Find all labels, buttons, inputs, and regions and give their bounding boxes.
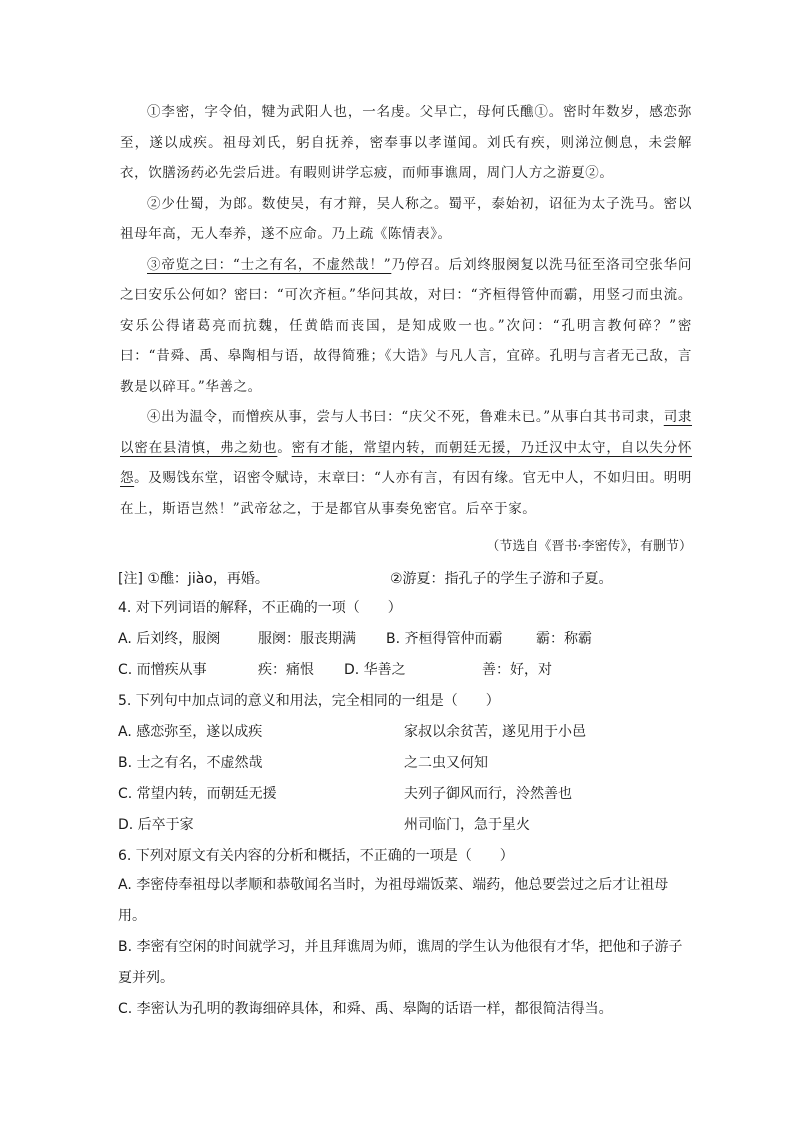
passage-paragraph-4 [120,402,692,524]
underlined-sentence-3: 密有才能，常望内转，而朝廷无援，乃迁汉中太守，自以失分怀怨 [120,439,692,486]
classical-passage [120,97,692,524]
q4-option-c-explanation: 疾：痛恨 [258,662,314,678]
q6-option-b: B. 李密有空闲的时间就学习，并且拜谯周为师，谯周的学生认为他很有才华，把他和子游子夏并列。 [118,939,683,986]
q4-stem: 4. 对下列词语的解释，不正确的一项（ ） [118,600,402,616]
q5-option-b-right: 之二虫又何知 [404,755,488,771]
q5-option-d-right: 州司临门，急于星火 [404,817,530,833]
q6-stem: 6. 下列对原文有关内容的分析和概括，不正确的一项是（ ） [118,848,514,864]
q4-option-d: D. 华善之 [344,662,406,678]
q4-option-b: B. 齐桓得管仲而霸 [386,631,503,647]
note-1: [注] ①醮：jiào，再婚。 [118,571,269,587]
source-citation: （节选自《晋书·李密传》，有删节） [486,539,692,554]
q5-option-c-left: C. 常望内转，而朝廷无援 [118,786,277,802]
paragraph-4-text-c: 。及赐饯东堂，诏密令赋诗，末章曰：“人亦有言，有因有缘。官无中人，不如归田。明明在上，斯语岂然！”武帝忿之，于是都官从事奏免密官。后卒于家。 [120,470,692,517]
paragraph-4-text-b: 。 [277,439,292,456]
q5-option-b-left: B. 士之有名，不虚然哉 [118,755,263,771]
q4-option-b-explanation: 霸：称霸 [536,631,592,647]
passage-paragraph-1: ①李密，字令伯，犍为武阳人也，一名虔。父早亡，母何氏醮①。密时年数岁，感恋弥至，遂以成疾。祖母刘氏，躬自抚养，密奉事以孝谨闻。刘氏有疾，则涕泣侧息，未尝解衣，饮膳汤药必先尝后进。有暇则讲学忘疲，而师事谯周，周门人方之游夏②。 [120,104,692,181]
passage-paragraph-3 [120,250,692,403]
underlined-sentence-1: ③帝览之曰：“士之有名，不虚然哉！” [147,256,392,273]
q5-stem: 5. 下列句中加点词的意义和用法，完全相同的一组是（ ） [118,693,500,709]
q5-option-d-left: D. 后卒于家 [118,817,194,833]
underlined-sentence-2: 司隶以密在县清慎，弗之劾也 [120,409,692,456]
paragraph-4-text-a: ④出为温令，而憎疾从事，尝与人书曰：“庆父不死，鲁难未已。”从事白其书司隶， [147,409,664,425]
q4-option-c: C. 而憎疾从事 [118,662,207,678]
annotation-note [118,568,708,588]
q4-option-a: A. 后刘终，服阕 [118,631,221,647]
q5-option-a-left: A. 感恋弥至，遂以成疾 [118,724,263,740]
q4-option-d-explanation: 善：好，对 [482,662,552,678]
q6-option-c: C. 李密认为孔明的教诲细碎具体，和舜、禹、皋陶的话语一样，都很简洁得当。 [118,1001,613,1017]
q4-option-a-explanation: 服阕：服丧期满 [258,631,356,647]
q5-option-c-right: 夫列子御风而行，泠然善也 [404,786,572,802]
paragraph-3-text: 乃停召。后刘终服阕复以洗马征至洛司空张华问之曰安乐公何如？密曰：“可次齐桓。”华问其故，对曰：“齐桓得管仲而霸，用竖刁而虫流。安乐公得诸葛亮而抗魏，任黄皓而丧国，是知成败一也。”次问：“孔明言教何碎？”密曰：“昔舜、禹、皋陶相与语，故得简雅；《大诰》与凡人言，宜碎。孔明与言者无己敌，言教是以碎耳。”华善之。 [120,256,693,395]
note-2: ②游夏：指孔子的学生子游和子夏。 [390,571,613,587]
q5-option-a-right: 家叔以余贫苦，遂见用于小邑 [404,724,586,740]
passage-paragraph-2: ②少仕蜀，为郎。数使吴，有才辩，吴人称之。蜀平，泰始初，诏征为太子洗马。密以祖母年高，无人奉养，遂不应命。乃上疏《陈情表》。 [120,195,692,242]
q6-option-a: A. 李密侍奉祖母以孝顺和恭敬闻名当时，为祖母端饭菜、端药，他总要尝过之后才让祖母用。 [118,877,669,924]
